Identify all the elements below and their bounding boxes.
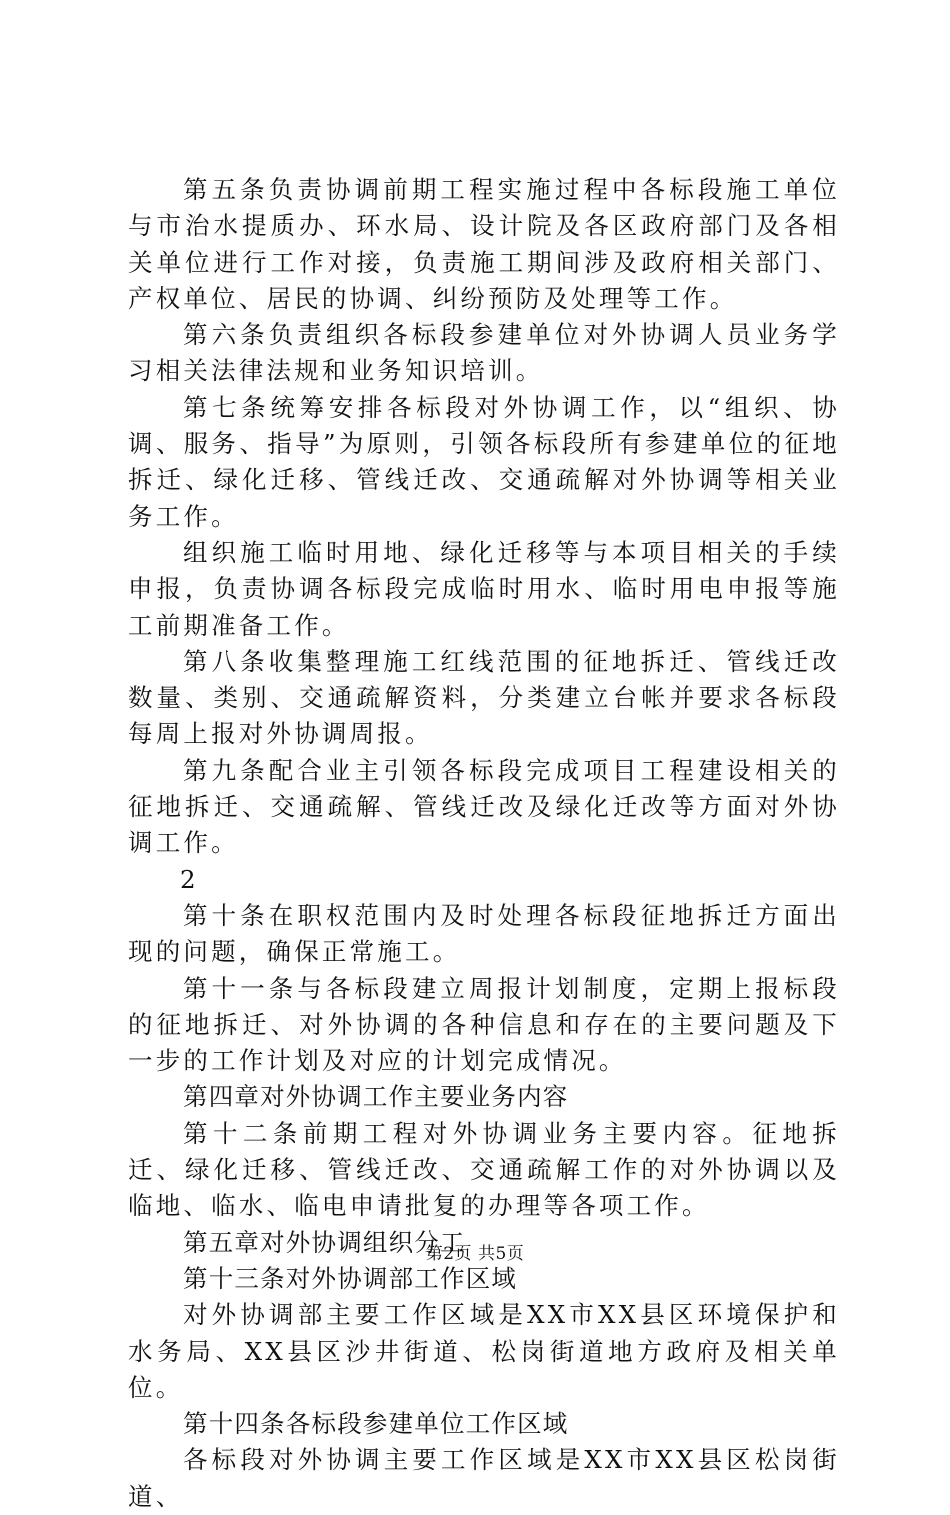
chapter-5-heading: 第五章对外协调组织分工 — [183, 1227, 466, 1257]
paragraph-article-6: 第六条负责组织各标段参建单位对外协调人员业务学习相关法律法规和业务知识培训。 — [128, 320, 840, 386]
paragraph-temporary-land: 组织施工临时用地、绿化迁移等与本项目相关的手续申报，负责协调各标段完成临时用水、临时用电申报等施工前期准备工作。 — [128, 537, 840, 640]
paragraph-article-8: 第八条收集整理施工红线范围的征地拆迁、管线迁改数量、类别、交通疏解资料，分类建立台帐并要求各标段每周上报对外协调周报。 — [128, 646, 840, 749]
article-14-heading: 第十四条各标段参建单位工作区域 — [183, 1409, 569, 1439]
article-13-heading: 第十三条对外协调部工作区域 — [183, 1263, 518, 1293]
paragraph-article-7: 第七条统筹安排各标段对外协调工作，以“组织、协调、服务、指导”为原则，引领各标段所有参建单位的征地拆迁、绿化迁移、管线迁改、交通疏解对外协调等相关业务工作。 — [128, 392, 840, 531]
paragraph-article-12: 第十二条前期工程对外协调业务主要内容。征地拆迁、绿化迁移、管线迁改、交通疏解工作的对外协调以及临地、临水、临电申请批复的办理等各项工作。 — [128, 1118, 840, 1221]
paragraph-article-13-body: 对外协调部主要工作区域是XX市XX县区环境保护和水务局、XX县区沙井街道、松岗街道地方政府及相关单位。 — [128, 1300, 840, 1402]
paragraph-article-10: 第十条在职权范围内及时处理各标段征地拆迁方面出现的问题，确保正常施工。 — [128, 900, 840, 967]
paragraph-article-5: 第五条负责协调前期工程实施过程中各标段施工单位与市治水提质办、环水局、设计院及各区政府部门及各相关单位进行工作对接，负责施工期间涉及政府相关部门、产权单位、居民的协调、纠纷预防及处理等工作。 — [128, 175, 840, 313]
paragraph-article-9: 第九条配合业主引领各标段完成项目工程建设相关的征地拆迁、交通疏解、管线迁改及绿化迁改等方面对外协调工作。 — [128, 755, 840, 858]
page-footer: 第2页 共5页 — [425, 1244, 525, 1264]
chapter-4-heading: 第四章对外协调工作主要业务内容 — [183, 1082, 569, 1112]
paragraph-article-11: 第十一条与各标段建立周报计划制度，定期上报标段的征地拆迁、对外协调的各种信息和存在的主要问题及下一步的工作计划及对应的计划完成情况。 — [128, 973, 840, 1076]
inline-page-number: 2 — [180, 864, 196, 894]
document-body — [128, 172, 840, 1515]
paragraph-article-14-body: 各标段对外协调主要工作区域是XX市XX县区松岗街道、 — [128, 1445, 840, 1511]
